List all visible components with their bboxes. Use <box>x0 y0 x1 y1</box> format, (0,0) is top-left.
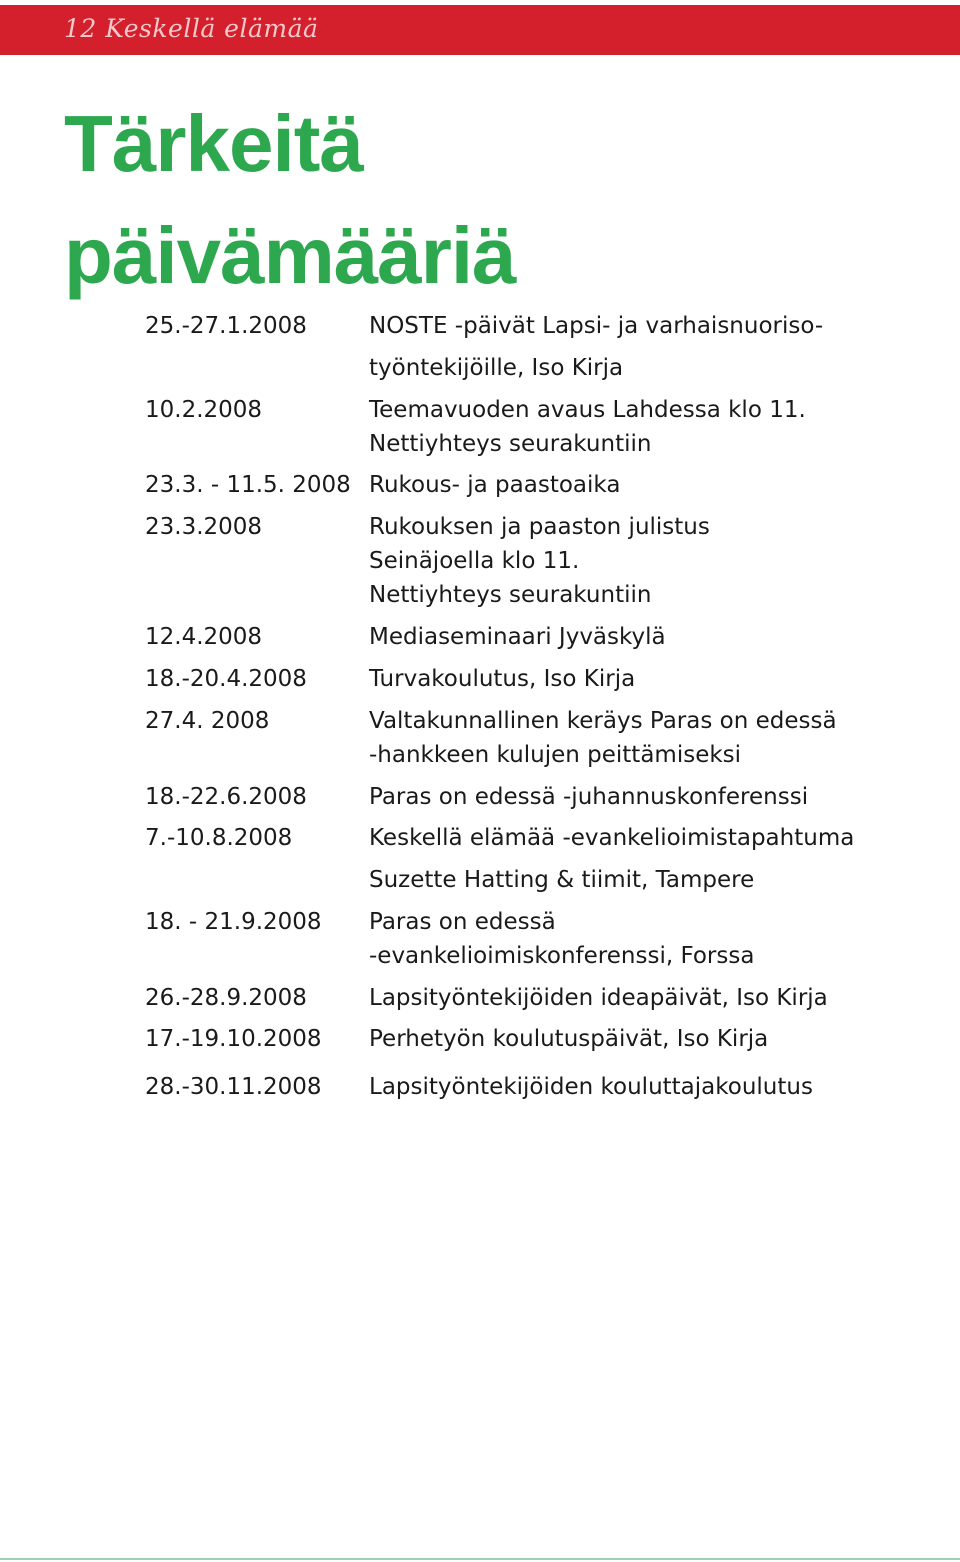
event-date: 18. - 21.9.2008 <box>145 909 322 935</box>
event-description-line: Teemavuoden avaus Lahdessa klo 11. <box>369 397 806 423</box>
event-date: 18.-22.6.2008 <box>145 784 307 810</box>
event-date: 17.-19.10.2008 <box>145 1026 322 1052</box>
bottom-rule <box>0 1558 960 1560</box>
event-description-line: Suzette Hatting & tiimit, Tampere <box>369 867 755 893</box>
event-description-line: Rukouksen ja paaston julistus <box>369 514 710 540</box>
event-description-line: työntekijöille, Iso Kirja <box>369 355 624 381</box>
event-description-line: Rukous- ja paastoaika <box>369 472 621 498</box>
event-description-line: NOSTE -päivät Lapsi- ja varhaisnuoriso- <box>369 313 824 339</box>
event-date: 23.3.2008 <box>145 514 263 540</box>
event-description-line: Perhetyön koulutuspäivät, Iso Kirja <box>369 1026 769 1052</box>
event-description-line: Turvakoulutus, Iso Kirja <box>369 666 636 692</box>
event-date: 10.2.2008 <box>145 397 263 423</box>
event-description-line: Nettiyhteys seurakuntiin <box>369 431 652 457</box>
event-description-line: Seinäjoella klo 11. <box>369 548 580 574</box>
event-description-line: Lapsityöntekijöiden ideapäivät, Iso Kirja <box>369 985 828 1011</box>
header-bar <box>0 5 960 55</box>
event-description-line: Mediaseminaari Jyväskylä <box>369 624 666 650</box>
event-description-line: Nettiyhteys seurakuntiin <box>369 582 652 608</box>
event-description-line: -hankkeen kulujen peittämiseksi <box>369 742 742 768</box>
event-date: 28.-30.11.2008 <box>145 1074 322 1100</box>
event-date: 27.4. 2008 <box>145 708 270 734</box>
event-description-line: Paras on edessä -juhannuskonferenssi <box>369 784 809 810</box>
page-header-text: 12 Keskellä elämää <box>64 14 319 43</box>
event-date: 18.-20.4.2008 <box>145 666 307 692</box>
page-title-line-1: Tärkeitä <box>64 99 363 188</box>
event-date: 12.4.2008 <box>145 624 263 650</box>
event-description-line: -evankelioimiskonferenssi, Forssa <box>369 943 755 969</box>
event-description-line: Paras on edessä <box>369 909 556 935</box>
event-date: 26.-28.9.2008 <box>145 985 307 1011</box>
event-date: 23.3. - 11.5. 2008 <box>145 472 351 498</box>
page-title <box>64 88 516 312</box>
event-date: 25.-27.1.2008 <box>145 313 307 339</box>
event-date: 7.-10.8.2008 <box>145 825 293 851</box>
event-description-line: Valtakunnallinen keräys Paras on edessä <box>369 708 837 734</box>
page-title-line-2: päivämääriä <box>64 211 516 300</box>
event-description-line: Lapsityöntekijöiden kouluttajakoulutus <box>369 1074 813 1100</box>
event-description-line: Keskellä elämää -evankelioimistapahtuma <box>369 825 855 851</box>
